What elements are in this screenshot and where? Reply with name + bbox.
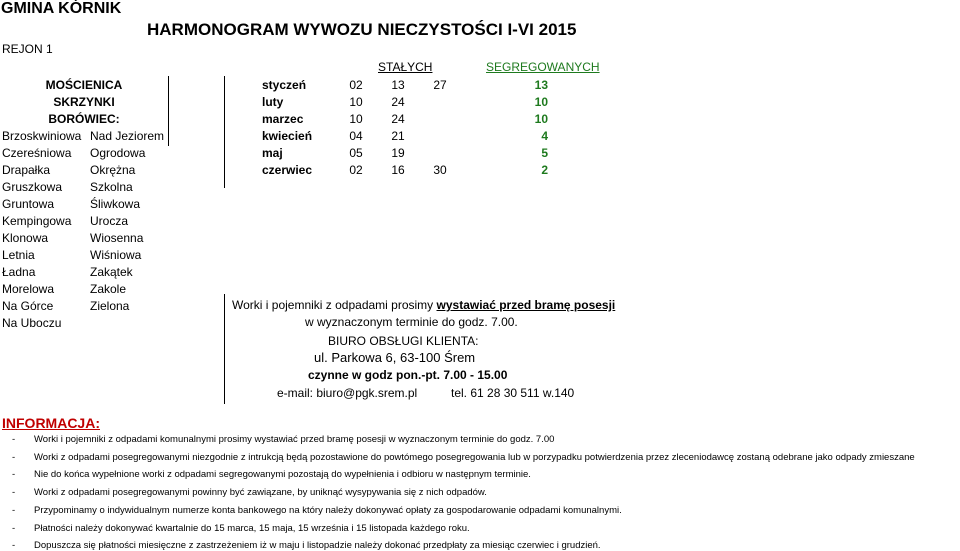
street-name: Zakątek <box>90 265 133 279</box>
column-header-stalych: STAŁYCH <box>378 60 433 74</box>
street-name: Gruszkowa <box>2 180 63 194</box>
street-name: Brzoskwiniowa <box>2 129 82 143</box>
region-label: REJON 1 <box>2 42 53 56</box>
segregated-waste-date: 10 <box>534 95 548 109</box>
mixed-waste-date: 13 <box>391 78 405 92</box>
office-email[interactable]: e-mail: biuro@pgk.srem.pl <box>277 386 418 400</box>
info-item-text: Worki i pojemniki z odpadami komunalnymi prosimy wystawiać przed bramę posesji w wyznaczonym terminie do godz. 7.00 <box>34 434 555 445</box>
info-item <box>12 434 554 445</box>
info-item-text: Dopuszcza się płatności miesięczne z zastrzeżeniem iż w maju i listopadzie należy dokonać przedpłaty za miesiąc czerwiec i grudzień. <box>34 540 601 551</box>
info-item <box>12 540 601 551</box>
info-item <box>12 523 470 534</box>
street-name: Szkolna <box>90 180 133 194</box>
mixed-waste-date: 02 <box>349 78 363 92</box>
mixed-waste-date: 24 <box>391 112 405 126</box>
bullet-dash: - <box>12 523 16 534</box>
street-name: Wiosenna <box>90 231 144 245</box>
column-header-segregowanych: SEGREGOWANYCH <box>486 60 600 74</box>
segregated-waste-date: 13 <box>534 78 548 92</box>
street-name: SKRZYNKI <box>53 95 115 109</box>
street-name: Morelowa <box>2 282 55 296</box>
schedule-month: kwiecień <box>262 129 313 143</box>
bullet-dash: - <box>12 505 16 516</box>
street-name: BORÓWIEC: <box>48 112 120 126</box>
info-item-text: Worki z odpadami posegregowanymi niezgodnie z intrukcją będą pozostawione do powtómego posegregowania lub w porzypadku potwierdzenia przez zleceniodawcę zostaną odebrane jako odpady zmieszane <box>34 452 915 463</box>
street-name: Wiśniowa <box>90 248 142 262</box>
bullet-dash: - <box>12 540 16 551</box>
office-phone: tel. 61 28 30 511 w.140 <box>451 386 575 400</box>
info-item-text: Płatności należy dokonywać kwartalnie do 15 marca, 15 maja, 15 września i 15 listopada każdego roku. <box>34 523 470 534</box>
schedule-divider-line <box>224 76 225 188</box>
mixed-waste-date: 04 <box>349 129 363 143</box>
mixed-waste-date: 10 <box>349 95 363 109</box>
street-name: Zielona <box>90 299 130 313</box>
street-name: Ładna <box>2 265 36 279</box>
mixed-waste-date: 16 <box>391 163 405 177</box>
info-item <box>12 469 531 480</box>
street-name: MOŚCIENICA <box>45 78 123 92</box>
schedule-month: luty <box>262 95 284 109</box>
street-name: Okrężna <box>90 163 136 177</box>
mixed-waste-date: 10 <box>349 112 363 126</box>
notice-divider-line <box>224 294 225 404</box>
street-name: Gruntowa <box>2 197 55 211</box>
street-name: Czereśniowa <box>2 146 72 160</box>
mixed-waste-date: 21 <box>391 129 405 143</box>
info-item <box>12 452 915 463</box>
street-name: Nad Jeziorem <box>90 129 165 143</box>
street-name: Kempingowa <box>2 214 72 228</box>
schedule-month: styczeń <box>262 78 307 92</box>
street-name: Zakole <box>90 282 127 296</box>
street-name: Urocza <box>90 214 129 228</box>
street-name: Na Uboczu <box>2 316 62 330</box>
street-name: Letnia <box>2 248 35 262</box>
notice-text: Worki i pojemniki z odpadami prosimy <box>232 298 437 312</box>
info-item-text: Nie do końca wypełnione worki z odpadami segregowanymi pozostają do wypełnienia i odbioru w następnym terminie. <box>34 469 531 480</box>
bullet-dash: - <box>12 452 16 463</box>
segregated-waste-date: 10 <box>534 112 548 126</box>
notice-line-1 <box>232 298 615 312</box>
info-item <box>12 505 622 516</box>
bullet-dash: - <box>12 469 16 480</box>
schedule-month: czerwiec <box>262 163 313 177</box>
municipality-name: GMINA KÓRNIK <box>1 0 122 17</box>
street-name: Śliwkowa <box>90 197 141 211</box>
segregated-waste-date: 2 <box>541 163 548 177</box>
info-item-text: Przypominamy o indywidualnym numerze konta bankowego na który należy dokonywać opłaty za gospodarowanie odpadami komunalnymi. <box>34 505 622 516</box>
mixed-waste-date: 05 <box>349 146 363 160</box>
notice-line-2: w wyznaczonym terminie do godz. 7.00. <box>305 315 518 329</box>
office-hours: czynne w godz pon.-pt. 7.00 - 15.00 <box>308 368 508 382</box>
office-title: BIURO OBSŁUGI KLIENTA: <box>328 334 479 348</box>
bullet-dash: - <box>12 434 16 445</box>
notice-emphasis: wystawiać przed bramę posesji <box>436 298 616 312</box>
street-name: Na Górce <box>2 299 54 313</box>
segregated-waste-date: 5 <box>541 146 548 160</box>
street-name: Klonowa <box>2 231 49 245</box>
mixed-waste-date: 24 <box>391 95 405 109</box>
mixed-waste-date: 30 <box>433 163 447 177</box>
page-title: HARMONOGRAM WYWOZU NIECZYSTOŚCI I-VI 2015 <box>147 20 577 39</box>
office-address: ul. Parkowa 6, 63-100 Śrem <box>314 350 476 365</box>
mixed-waste-date: 19 <box>391 146 405 160</box>
street-divider-line <box>168 76 169 146</box>
mixed-waste-date: 02 <box>349 163 363 177</box>
info-item <box>12 487 487 498</box>
schedule-month: maj <box>262 146 283 160</box>
info-heading: INFORMACJA: <box>2 415 100 431</box>
bullet-dash: - <box>12 487 16 498</box>
schedule-month: marzec <box>262 112 304 126</box>
street-name: Drapałka <box>2 163 51 177</box>
street-name: Ogrodowa <box>90 146 146 160</box>
info-item-text: Worki z odpadami posegregowanymi powinny być zawiązane, by uniknąć wysypywania się z nich odpadów. <box>34 487 487 498</box>
mixed-waste-date: 27 <box>433 78 447 92</box>
segregated-waste-date: 4 <box>541 129 548 143</box>
